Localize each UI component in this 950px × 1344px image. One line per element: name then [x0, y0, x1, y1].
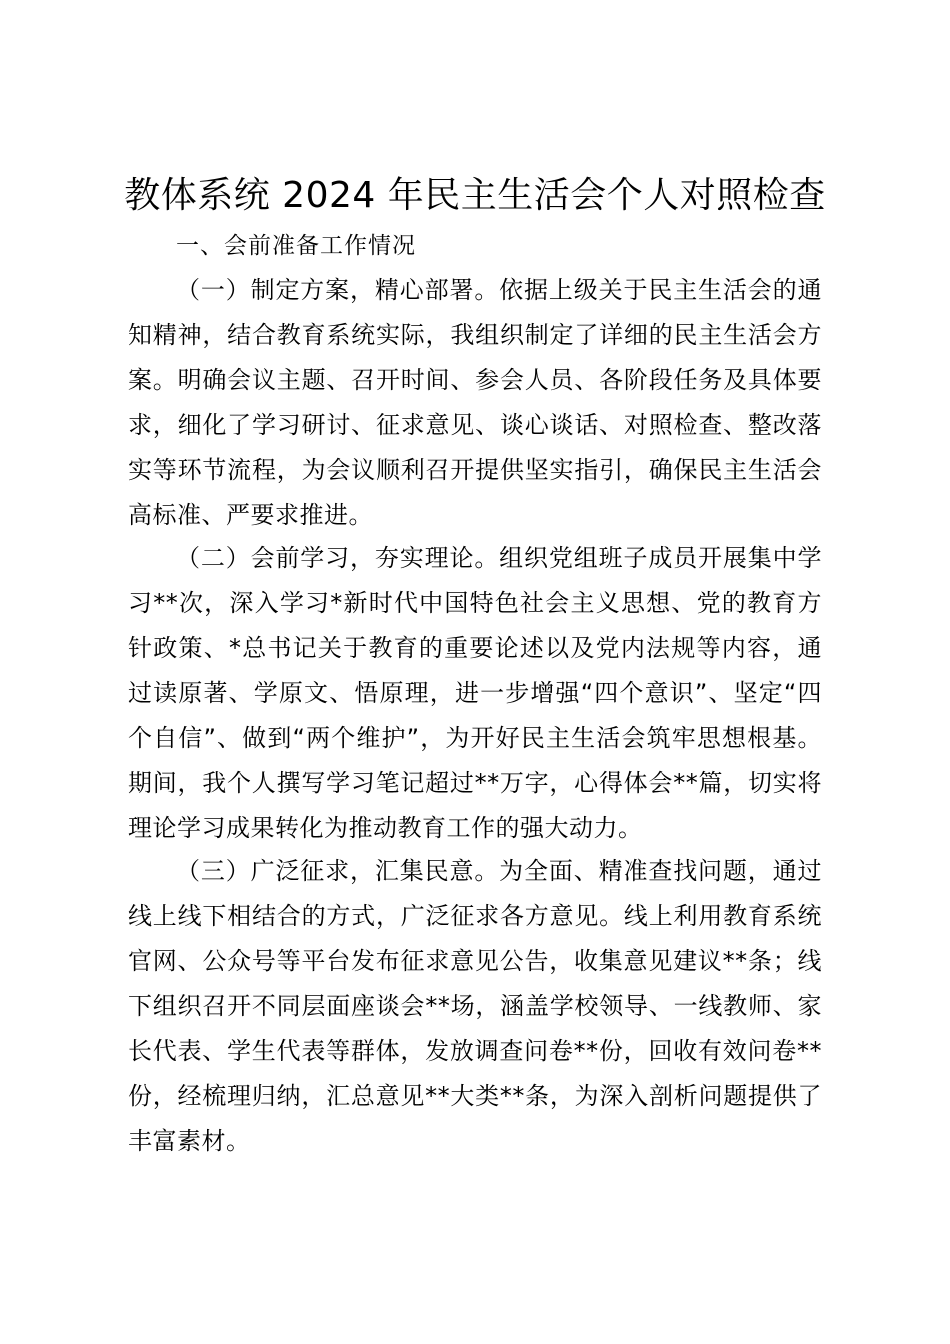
paragraph-study: （二）会前学习，夯实理论。组织党组班子成员开展集中学习**次，深入学习*新时代中国特色社会主义思想、党的教育方针政策、*总书记关于教育的重要论述以及党内法规等内容，通过读原著、学原文、悟原理，进一步增强“四个意识”、坚定“四个自信”、做到“两个维护”，为开好民主生活会筑牢思想根基。期间，我个人撰写学习笔记超过**万字，心得体会**篇，切实将理论学习成果转化为推动教育工作的强大动力。 [128, 544, 822, 842]
paragraph-feedback: （三）广泛征求，汇集民意。为全面、精准查找问题，通过线上线下相结合的方式，广泛征求各方意见。线上利用教育系统官网、公众号等平台发布征求意见公告，收集意见建议**条；线下组织召开不同层面座谈会**场，涵盖学校领导、一线教师、家长代表、学生代表等群体，发放调查问卷**份，回收有效问卷**份，经梳理归纳，汇总意见**大类**条，为深入剖析问题提供了丰富素材。 [128, 857, 822, 1155]
section-heading: 一、会前准备工作情况 [176, 233, 416, 259]
document-title: 教体系统 2024 年民主生活会个人对照检查 [124, 175, 826, 216]
paragraph-plan: （一）制定方案，精心部署。依据上级关于民主生活会的通知精神，结合教育系统实际，我组织制定了详细的民主生活会方案。明确会议主题、召开时间、参会人员、各阶段任务及具体要求，细化了学习研讨、征求意见、谈心谈话、对照检查、整改落实等环节流程，为会议顺利召开提供坚实指引，确保民主生活会高标准、严要求推进。 [128, 276, 822, 529]
